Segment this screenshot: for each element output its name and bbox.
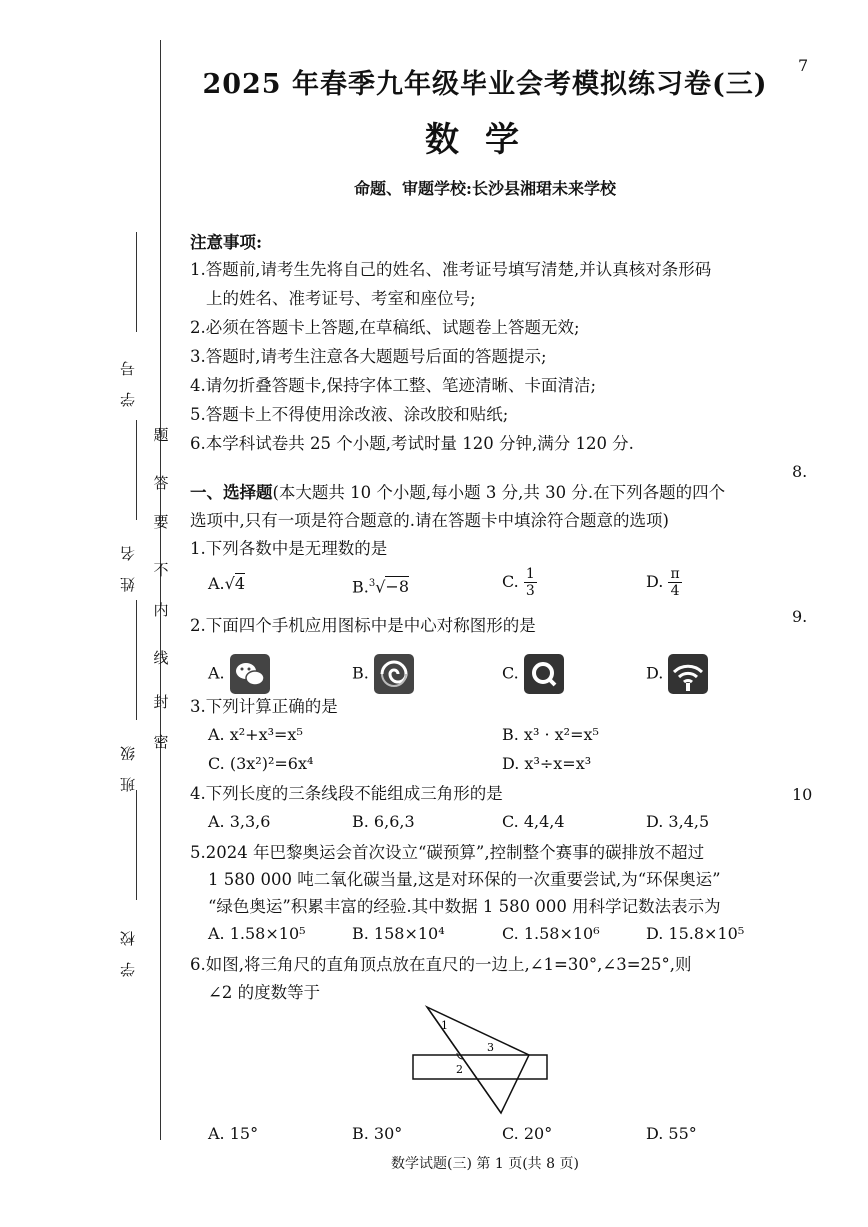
q6-figure: [405, 1005, 555, 1120]
seal-char-8: 密: [153, 733, 169, 751]
name-blank-line-1: [136, 420, 137, 520]
q2-option-d: D.: [646, 654, 708, 694]
subject-title: 数学: [425, 120, 545, 160]
swirl-icon: [374, 654, 414, 694]
seal-char-6: 线: [153, 649, 169, 667]
q4-option-c: C. 4,4,4: [502, 812, 565, 831]
note-item: 3.答题时,请考生注意各大题题号后面的答题提示;: [190, 347, 547, 366]
field-school: 学校: [119, 915, 137, 977]
q1-option-c: C. $\frac{1}{3}$: [502, 566, 535, 599]
q5-line2: 1 580 000 吨二氧化碳当量,这是对环保的一次重要尝试,为“环保奥运”: [208, 870, 721, 889]
note-item: 4.请勿折叠答题卡,保持字体工整、笔迹清晰、卡面清洁;: [190, 376, 597, 395]
seal-char-5: 内: [153, 601, 169, 619]
q3-option-a: A. x²+x³=x⁵: [208, 725, 303, 744]
class-blank-line: [136, 790, 137, 900]
q6-line2: ∠2 的度数等于: [208, 983, 321, 1002]
q1-option-d: D. $\frac{\pi}{4}$: [646, 566, 680, 599]
q2-option-b: B.: [352, 654, 414, 694]
notes-heading: 注意事项:: [190, 233, 263, 252]
field-class: 班级: [119, 730, 137, 792]
q4-option-d: D. 3,4,5: [646, 812, 710, 831]
field-student-id: 学号: [119, 345, 137, 407]
q2-option-a: A.: [208, 654, 270, 694]
angle-2-label: 2: [456, 1063, 463, 1076]
q2-stem: 2.下面四个手机应用图标中是中心对称图形的是: [190, 616, 536, 635]
margin-number: 9.: [792, 607, 808, 626]
seal-char-2: 答: [153, 474, 169, 492]
note-item: 5.答题卡上不得使用涂改液、涂改胶和贴纸;: [190, 405, 509, 424]
binding-line: [160, 40, 161, 1140]
q4-option-b: B. 6,6,3: [352, 812, 415, 831]
note-item: 上的姓名、准考证号、考室和座位号;: [206, 289, 476, 308]
q6-option-c: C. 20°: [502, 1124, 553, 1143]
page-corner-number: 7: [798, 56, 809, 75]
q2-option-c: C.: [502, 654, 564, 694]
q3-option-b: B. x³ · x²=x⁵: [502, 725, 599, 744]
margin-number: 10: [792, 785, 813, 804]
id-blank-line: [136, 232, 137, 332]
wifi-icon: [668, 654, 708, 694]
note-item: 2.必须在答题卡上答题,在草稿纸、试题卷上答题无效;: [190, 318, 580, 337]
q6-option-a: A. 15°: [208, 1124, 259, 1143]
q6-line1: 6.如图,将三角尺的直角顶点放在直尺的一边上,∠1=30°,∠3=25°,则: [190, 955, 692, 974]
note-item: 1.答题前,请考生先将自己的姓名、准考证号填写清楚,并认真核对条形码: [190, 260, 712, 279]
name-blank-line-2: [136, 600, 137, 720]
q3-option-c: C. (3x²)²=6x⁴: [208, 754, 314, 773]
q3-option-d: D. x³÷x=x³: [502, 754, 592, 773]
wechat-icon: [230, 654, 270, 694]
seal-char-1: 题: [153, 426, 169, 444]
section1-line1: [190, 480, 725, 506]
angle-1-label: 1: [441, 1019, 448, 1032]
section1-line2: 选项中,只有一项是符合题意的.请在答题卡中填涂符合题意的选项): [190, 511, 669, 530]
q5-option-b: B. 158×10⁴: [352, 924, 445, 943]
q1-option-b: B.$^3$√−8: [352, 577, 410, 597]
q1-option-a: A.√4: [208, 574, 246, 593]
q1-stem: 1.下列各数中是无理数的是: [190, 539, 388, 558]
seal-char-4: 不: [153, 561, 169, 579]
angle-3-label: 3: [487, 1041, 494, 1054]
author-line: 命题、审题学校:长沙县湘珺未来学校: [354, 179, 616, 198]
margin-number: 8.: [792, 462, 808, 481]
seal-char-7: 封: [153, 693, 169, 711]
q6-option-d: D. 55°: [646, 1124, 697, 1143]
q5-option-c: C. 1.58×10⁶: [502, 924, 600, 943]
note-item: 6.本学科试卷共 25 个小题,考试时量 120 分钟,满分 120 分.: [190, 434, 634, 453]
seal-char-3: 要: [153, 513, 169, 531]
q5-line3: “绿色奥运”积累丰富的经验.其中数据 1 580 000 用科学记数法表示为: [208, 897, 721, 916]
q5-line1: 5.2024 年巴黎奥运会首次设立“碳预算”,控制整个赛事的碳排放不超过: [190, 843, 705, 862]
q6-option-b: B. 30°: [352, 1124, 403, 1143]
q4-option-a: A. 3,3,6: [208, 812, 271, 831]
section1-desc: (本大题共 10 个小题,每小题 3 分,共 30 分.在下列各题的四个: [272, 483, 726, 502]
page-footer: 数学试题(三) 第 1 页(共 8 页): [391, 1156, 579, 1172]
q3-stem: 3.下列计算正确的是: [190, 697, 338, 716]
search-icon: [524, 654, 564, 694]
exam-title: 2025 年春季九年级毕业会考模拟练习卷(三): [202, 69, 768, 100]
section1-heading: 一、选择题: [190, 483, 273, 502]
field-name: 姓名: [119, 530, 137, 592]
q5-option-a: A. 1.58×10⁵: [208, 924, 306, 943]
q4-stem: 4.下列长度的三条线段不能组成三角形的是: [190, 784, 503, 803]
q5-option-d: D. 15.8×10⁵: [646, 924, 745, 943]
